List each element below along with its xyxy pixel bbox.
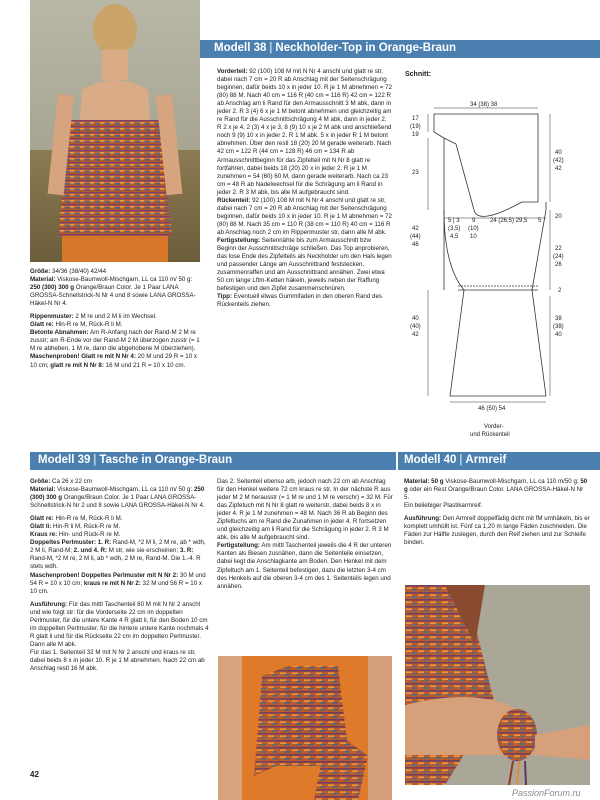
dim-c1: 38: [555, 316, 562, 322]
photo-model39-bag: [218, 656, 392, 800]
dim-n1: 9: [472, 218, 476, 224]
separator: |: [93, 454, 97, 466]
m38-rippenmuster: Rippenmuster: 2 M re und 2 M li im Wechsel.: [30, 313, 157, 321]
dim-r3: 42: [555, 166, 562, 172]
m40-material: Material: 50 g Viskose-Baumwoll-Mischgarn, LL ca 110 m/50 g: 50 g oder ein Rest Orange/Braun Color. LANA GROSSA-Häkel-N Nr 5.: [404, 478, 588, 502]
dim-m2: (3,5): [448, 226, 461, 232]
dim-t3: 26: [555, 262, 562, 268]
dim-m3: 4,5: [450, 234, 459, 240]
model-number: Modell 39: [38, 454, 91, 466]
m39-glatt-re: Glatt re: Hin-R re M, Rück-R li M.: [30, 515, 123, 523]
m39-instructions: [217, 478, 393, 591]
schnitt-label: Schnitt:: [405, 71, 432, 78]
m38-maschenproben: Maschenproben! Glatt re mit N Nr 4: 20 M und 29 R = 10 x 10 cm; glatt re mit N Nr 8: 16 M und 21 R = 10 x 10 cm.: [30, 353, 197, 369]
m39-material: Material: Viskose-Baumwoll-Mischgarn, LL ca 110 m/ 50 g: 250 (300) 300 g Orange/Braun Color. Je 1 Paar LANA GROSSA-Schnellstrick-N Nr 2 und 8 sowie LANA GROSSA-Häkel-N Nr 4.: [30, 486, 205, 510]
m39-maschenproben: Maschenproben! Doppeltes Perlmuster mit N Nr 2: 30 M und 54 R = 10 x 10 cm; kraus re mit N Nr 2: 32 M und 56 R = 10 x 10 cm.: [30, 571, 206, 595]
caption-2: und Rückenteil: [470, 432, 510, 438]
m38-glatt-re: Glatt re: Hin-R re M, Rück-R li M.: [30, 321, 123, 329]
dim-s3: 46: [412, 242, 419, 248]
dim-m1: 5 | 3: [448, 218, 460, 224]
m38-material: Material: Viskose-Baumwoll-Mischgarn, LL ca 110 m/ 50 g: 250 (300) 300 g Orange/Braun Color. Je 1 Paar LANA GROSSA-Schnellstrick-N Nr 4 und 8 sowie LANA GROSSA-Häkel-N Nr 4.: [30, 276, 196, 308]
m38-tipp: Tipp: Eventuell etwas Gummifaden in den oberen Rand des Rückenteils ziehen.: [217, 293, 382, 309]
m39-ausfuehrung: Ausführung: Für das mittl Taschenteil 80 M mit N Nr 2 anschl und wie folgt str: für die Vorderseite 22 cm im doppelten Perlmuster, für die untere Kante 4 R glatt li, für den Boden 10 cm im doppelten Perlmuster, für die hintere untere Kante nochmals 4 R glatt li und für die Rückseite 22 cm im doppelten Perlmuster. Dann alle M abk.: [30, 600, 209, 648]
dim-b2: (40): [410, 324, 421, 330]
dim-five: 5: [538, 218, 542, 224]
dim-l2: (19): [410, 124, 421, 130]
m38-vorderteil: Vorderteil: 92 (100) 108 M mit N Nr 4 anschl und glatt re str, dabei nach 7 cm = 20 R ab Anschlag mit der Seitenschrägung beginnen, dafür beids 10 x in jeder 10. R je 1 M abnehmen = 72 (80) 88 M. Nach 40 cm = 116 R (40 cm = 116 R) 42 cm = 122 R ab Anschlag am li Rand für den Armausschnitt 3 M abk, dann in jeder 2. R 3 (4) 6 x je 1 M betont abnehmen und gleichzeitig am re Rand für die Ausschnittschrägung 4 M abk, dann in jeder 2. R 2 x je 4, 2 (3) 4 x je 3, 8 (9) 10 x je 2 M abk und anschließend noch 9 (9) 10 x in jeder 2. R 1 M abk. 5 x in jeder R 1 M betont abnehmen. Über den restl 18 (20) 20 M gerade weiterarb. Nach 42 cm = 122 R (44 cm = 128 R) 46 cm = 134 R ab Armausschnittbeginn für das Zipfelteil mit N Nr 8 glatt re fortfahren, dabei beids 18 (20) 20 x in jeder 2. R je 1 M zunehmen = 54 (60) 60 M, dann gerade weiterarb. Nach ca 23 cm = 48 R ab Nadelwechsel für die Schrägung am li Rand in jeder 2. R 3 M abk, bis alle M aufgebraucht sind.: [217, 68, 392, 196]
dim-top: 34 (38) 38: [470, 102, 498, 108]
m39-seitenteil-2: Das 2. Seitenteil ebenso arb, jedoch nach 22 cm ab Anschlag für den Henkel weitere 72 cm kraus re str. In der nächste R aus jeder M 2 M herausstr (= 1 M re und 1 M re verschr) = 32 M. Für das Zipfetuch mit N Nr 8 glatt re weiterstr, dabei beids 8 x in jeder 4. R je 1 M zunehmen = 48 M. Nach 36 R ab Beginn des Zipfeltuchs am re Rand die Zunahmen in jeder 4. R fortsetzen und gleichzeitig am li Rand für die Schrägung in jeder 2. R 3 M abk, bis alle M aufgebraucht sind.: [217, 478, 393, 542]
watermark: PassionForum.ru: [512, 788, 581, 798]
schnitt-body: [444, 138, 546, 396]
schnitt-outline: [434, 114, 538, 216]
model-number: Modell 38: [214, 42, 267, 54]
dim-two: 2: [558, 288, 562, 294]
dim-l1: 17: [412, 116, 419, 122]
dim-bottom: 46 (50) 54: [478, 406, 506, 412]
dim-t2: (24): [553, 254, 564, 260]
schnitt-diagram: [400, 62, 590, 442]
m38-fertigstellung: Fertigstellung: Seitennähte bis zum Armausschnitt bzw Beginn der Ausschnittschräge schließen. Das Top anprobieren, das lose Ende des Zipfelteils als Neckholder um den Hals legen und passender Länge am Ausschnittrand feststecken, zusammenraffen und am Ausschnittrand annähen. Zwei etwa 50 cm lange Lftm-Ketten häkeln, jeweils neben der Raffung befestigen und den Zipfel zusammenschnüren.: [217, 236, 392, 293]
header-modell-40: [398, 452, 600, 470]
dim-s1: 42: [412, 226, 419, 232]
dim-r1: 40: [555, 150, 562, 156]
m38-instructions: [217, 68, 392, 309]
m38-rueckenteil: Rückenteil: 92 (100) 108 M mit N Nr 4 anschl und glatt re str, dabei nach 7 cm = 20 R ab Anschlag mit der Seitenschrägung beginnen, dafür beids 10 x in jeder 10. R je 1 M abnehmen = 72 (80) 88 M. Nach 35 cm = 110 R (38 cm = 110 R) 40 cm = 116 R ab Anschlag noch 2 cm im Rippenmuster str, dann alle M abk.: [217, 196, 392, 236]
model-title: Armreif: [465, 454, 507, 466]
separator: |: [269, 42, 273, 54]
dim-l3: 19: [412, 132, 419, 138]
m39-groesse: Größe: Ca 26 x 22 cm: [30, 478, 92, 485]
dim-c3: 40: [555, 332, 562, 338]
dim-t1: 22: [555, 246, 562, 252]
dim-mid: 24 (26,5) 29,5: [490, 218, 528, 224]
m40-material-2: Ein beliebiger Plastikarmreif.: [404, 502, 483, 510]
model-number: Modell 40: [404, 454, 457, 466]
m39-ausfuehrung-2: Für das 1. Seitenteil 32 M mit N Nr 2 anschl und kraus re str, dabei beids 8 x in jeder 10. R je 1 M abnehmen. Nach 22 cm ab Anschlag restl 16 M abk.: [30, 648, 205, 673]
model-title: Tasche in Orange-Braun: [99, 454, 233, 466]
dim-l4: 23: [412, 170, 419, 176]
photo-model38-top: [30, 0, 200, 262]
m38-specs: [30, 268, 200, 370]
dim-s2: (44): [410, 234, 421, 240]
page-number: 42: [30, 770, 39, 779]
m40-instructions: [404, 478, 590, 547]
header-modell-39: [30, 452, 396, 470]
caption-1: Vorder-: [484, 424, 504, 430]
m39-fertigstellung: Fertigstellung: Am mittl Taschenteil jeweils die 4 R der unteren Kanten als Biesen zusnähen, dann die Seitenteile einsetzen, dabei liegt die Anschlagkante am Boden. Den Henkel mit dem Zipfeltuch am 1. Seitenteil befestigen, dazu die letzten 3-4 cm des Henkels auf die oberen 3-4 cm des 1. Seitenteils legen und annähen.: [217, 542, 392, 590]
dim-b3: 42: [412, 332, 419, 338]
m38-betonte-abnahmen: Betonte Abnahmen: Am R-Anfang nach der Rand-M 2 M re zusstr; am R-Ende vor der Rand-M 2 M überzogen zusstr (= 1 M re abheben, 1 M re, dann die abgehobene M überziehen).: [30, 329, 200, 353]
dim-b1: 40: [412, 316, 419, 322]
m39-kraus-re: Kraus re: Hin- und Rück-R re M.: [30, 531, 121, 539]
dim-c2: (38): [553, 324, 564, 330]
dim-n3: 10: [470, 234, 477, 240]
photo-model40-bracelet: [405, 585, 590, 785]
header-modell-38: [200, 40, 600, 58]
model-title: Neckholder-Top in Orange-Braun: [275, 42, 457, 54]
m39-specs: [30, 478, 210, 673]
dim-twenty: 20: [555, 214, 562, 220]
separator: |: [459, 454, 463, 466]
m40-ausfuehrung: Ausführung: Den Armreif doppelfädig dicht mit fM umhäkeln, bis er komplett umhüllt ist. Fünf ca 1,20 m lange Fäden zuschneiden. Die Fäden zur Hälfte zuslegen, durch den Reif ziehen und zur Schleife binden.: [404, 515, 590, 547]
dim-n2: (10): [468, 226, 479, 232]
m39-doppeltes-perlmuster: Doppeltes Perlmuster: 1. R: Rand-M, *2 M li, 2 M re, ab * wdh, 2 M li, Rand-M; 2. und 4. R: M str, wie sie erscheinen; 3. R: Rand-M, *2 M re, 2 M li, ab * wdh, 2 M re, Rand-M. Die 1.-4. R stets wdh.: [30, 539, 206, 571]
m39-glatt-li: Glatt li: Hin-R li M, Rück-R re M.: [30, 523, 121, 531]
dim-r2: (42): [553, 158, 564, 164]
m38-groesse: Größe: 34/36 (38/40) 42/44: [30, 268, 107, 275]
